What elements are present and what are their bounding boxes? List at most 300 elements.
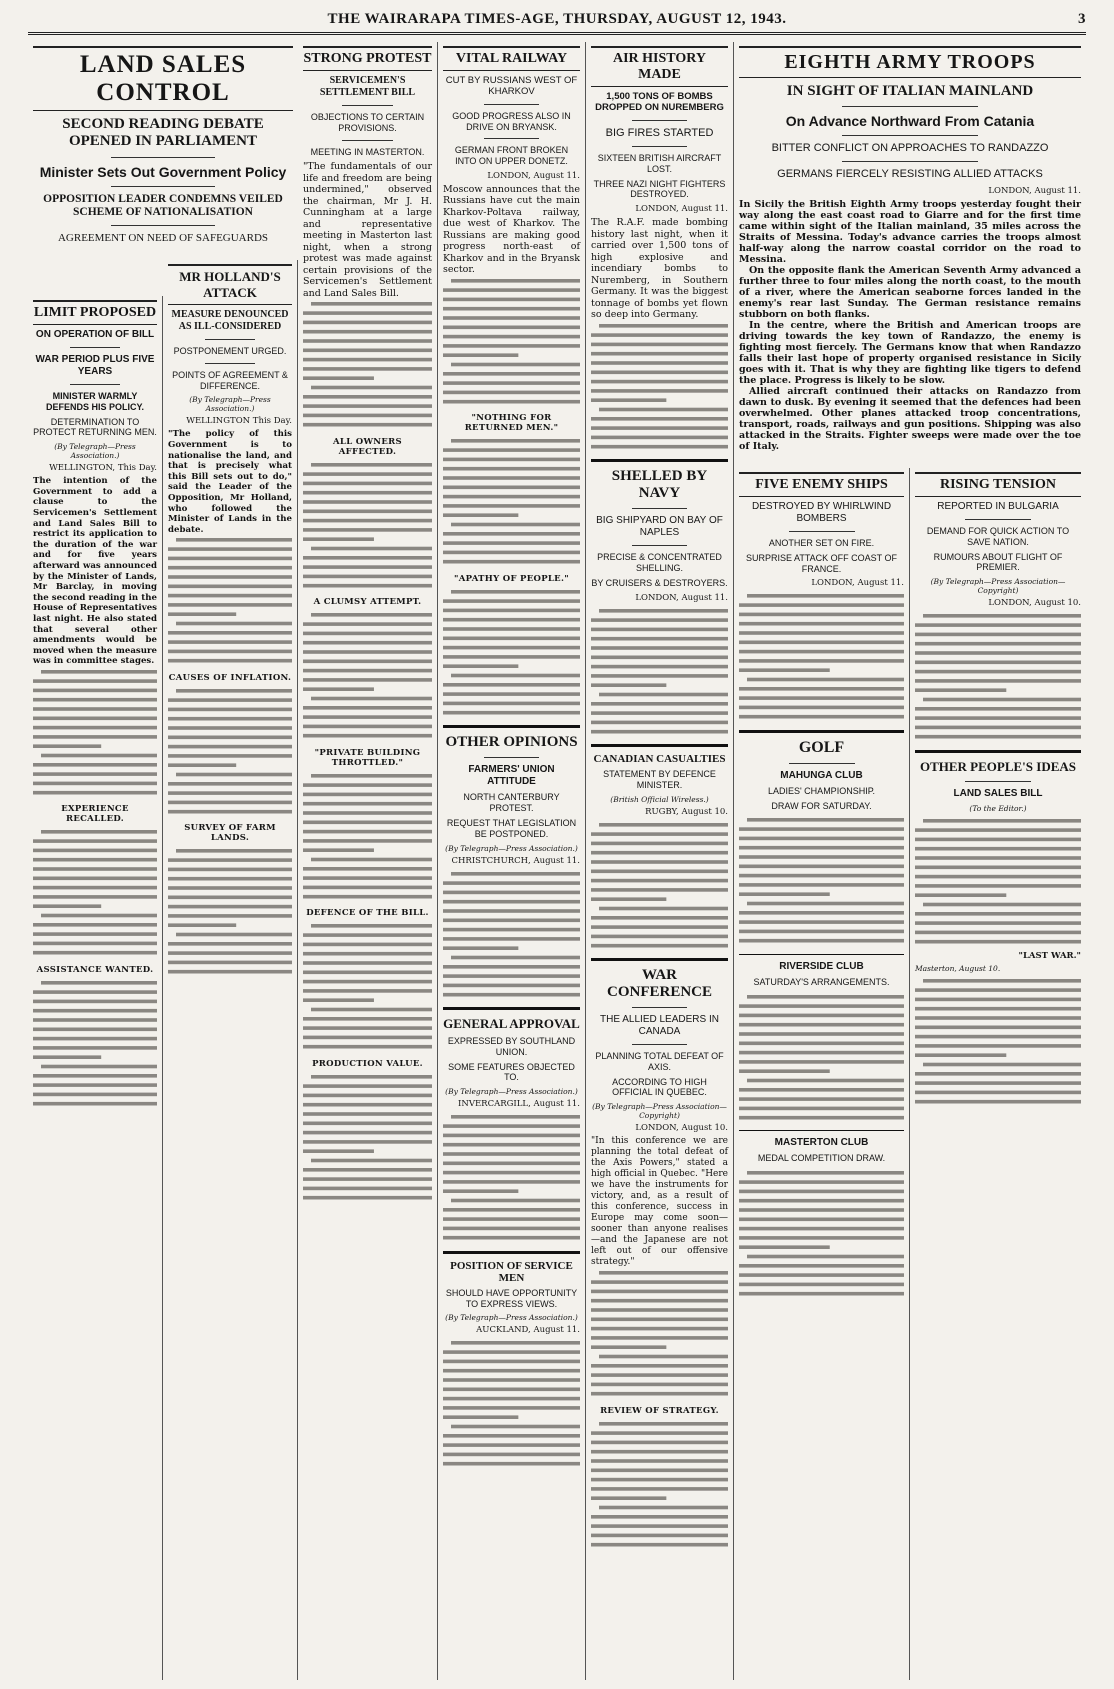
text-line — [443, 965, 580, 969]
railway-deck-3: GERMAN FRONT BROKEN INTO ON UPPER DONETZ. — [454, 145, 569, 167]
text-line — [591, 832, 728, 836]
eighth-army-spread — [734, 42, 1086, 462]
land-sales-spread — [28, 42, 298, 292]
text-line — [599, 324, 728, 328]
text-line — [739, 939, 904, 943]
text-line — [591, 841, 728, 845]
text-line — [33, 877, 157, 881]
servicemen-dateline: AUCKLAND, August 11. — [476, 1325, 580, 1336]
text-line — [443, 1218, 580, 1222]
text-line — [451, 590, 580, 594]
text-line — [303, 405, 432, 409]
warconf-dateline: LONDON, August 10. — [635, 1123, 728, 1134]
text-line — [443, 514, 518, 518]
text-line — [303, 500, 432, 504]
text-line — [915, 661, 1081, 665]
text-line — [443, 636, 580, 640]
text-line — [451, 872, 580, 876]
text-line — [33, 990, 157, 994]
text-line — [443, 486, 580, 490]
text-line — [303, 820, 432, 824]
text-line — [443, 400, 580, 404]
text-line — [451, 1199, 580, 1203]
text-line — [168, 576, 292, 580]
text-line — [591, 1346, 666, 1350]
railway-deck-2: GOOD PROGRESS ALSO IN DRIVE ON BRYANSK. — [452, 110, 571, 132]
text-line — [915, 884, 1081, 888]
text-line — [591, 1327, 728, 1331]
text-line — [443, 890, 580, 894]
text-line — [303, 716, 432, 720]
limit-dateline: WELLINGTON, This Day. — [49, 463, 157, 474]
warconf-headline: WAR CONFERENCE — [606, 967, 712, 1001]
text-line — [443, 1406, 580, 1410]
approval-deck-2: SOME FEATURES OBJECTED TO. — [448, 1061, 575, 1083]
ideas-to-editor: (To the Editor.) — [969, 803, 1027, 813]
text-line — [443, 477, 580, 481]
approval-deck-1: EXPRESSED BY SOUTHLAND UNION. — [447, 1036, 576, 1057]
text-line — [443, 381, 580, 385]
text-line — [591, 851, 728, 855]
body-text-texture — [591, 1268, 728, 1398]
text-line — [303, 867, 432, 871]
ships-body — [739, 591, 904, 723]
text-line — [915, 651, 1081, 655]
text-line — [747, 818, 904, 822]
casualties-credit: (British Official Wireless.) — [610, 794, 709, 804]
text-line — [33, 698, 157, 702]
text-line — [443, 1369, 580, 1373]
protest-headline: STRONG PROTEST — [303, 46, 432, 71]
railway-deck-1: CUT BY RUSSIANS WEST OF KHARKOV — [445, 75, 578, 98]
text-line — [739, 687, 904, 691]
text-line — [443, 1444, 580, 1448]
text-line — [747, 1255, 904, 1259]
text-line — [599, 407, 728, 411]
navy-deck-3: BY CRUISERS & DESTROYERS. — [591, 577, 728, 588]
warconf-deck-1: THE ALLIED LEADERS IN CANADA — [600, 1014, 719, 1038]
limit-lead: The intention of the Government to add a clause to the Servicemen's Settlement and Land Sales Bill to restrict its application to the duration of the war and for five years afterward was announced by the Minister of Lands, Mr Barclay, in moving the second reading in the House of Representatives last night. He also stated that several other amendments would be moved when the measure was in committee stages. — [33, 476, 157, 667]
text-line — [168, 659, 292, 663]
text-line — [311, 1075, 432, 1079]
railway-dateline: LONDON, August 11. — [487, 170, 580, 181]
text-line — [915, 1016, 1081, 1020]
holland-column — [163, 260, 298, 1680]
text-line — [591, 361, 728, 365]
text-line — [591, 925, 728, 929]
text-line — [739, 1180, 904, 1184]
ships-headline: FIVE ENEMY SHIPS — [739, 472, 904, 497]
body-text-texture — [443, 1338, 580, 1468]
text-line — [739, 1245, 830, 1249]
text-line — [443, 532, 580, 536]
text-line — [451, 363, 580, 367]
text-line — [168, 585, 292, 589]
body-text-texture — [443, 436, 580, 566]
limit-body-1 — [33, 667, 157, 799]
text-line — [915, 865, 1081, 869]
text-line — [168, 631, 292, 635]
text-line — [739, 874, 904, 878]
text-line — [303, 885, 432, 889]
text-line — [739, 1051, 904, 1055]
holland-deck-3: POINTS OF AGREEMENT & DIFFERENCE. — [172, 369, 288, 391]
text-line — [443, 467, 580, 471]
text-line — [443, 655, 580, 659]
ideas-body-2 — [915, 976, 1081, 1108]
eighth-p4: Allied aircraft continued their attacks on Randazzo from dawn to dusk. By evening it seemed that the defences had been overwhelmed. Other planes attacked troop concentrations, transport, roads, railways and gun positions. Shipping was also attacked in the Straits. Fighter sweeps were made over the toe of Italy. — [739, 385, 1081, 452]
text-line — [303, 537, 374, 541]
warconf-subhead-1: REVIEW OF STRATEGY. — [600, 1405, 719, 1416]
text-line — [915, 689, 1006, 693]
text-line — [923, 979, 1081, 983]
text-line — [591, 1318, 728, 1322]
text-line — [168, 717, 292, 721]
air-history-column — [586, 42, 734, 1680]
tension-credit: (By Telegraph—Press Association—Copyright) — [930, 577, 1066, 596]
text-line — [33, 1083, 157, 1087]
text-line — [739, 1292, 904, 1296]
text-line — [915, 1054, 1006, 1058]
text-line — [443, 1236, 580, 1240]
text-line — [33, 933, 157, 937]
text-line — [303, 678, 432, 682]
text-line — [915, 1026, 1081, 1030]
text-line — [923, 698, 1081, 702]
text-line — [303, 989, 432, 993]
body-text-texture — [443, 587, 580, 717]
text-line — [739, 1032, 904, 1036]
text-line — [739, 604, 904, 608]
limit-body-2 — [33, 827, 157, 959]
limit-deck-3: MINISTER WARMLY DEFENDS HIS POLICY. — [45, 391, 144, 412]
text-line — [168, 763, 236, 767]
text-line — [33, 772, 157, 776]
text-line — [33, 1046, 157, 1050]
golf-deck-2: LADIES' CHAMPIONSHIP. — [767, 785, 876, 796]
golf-deck-1: MAHUNGA CLUB — [780, 769, 863, 781]
text-line — [303, 574, 432, 578]
text-line — [443, 1208, 580, 1212]
text-line — [915, 716, 1081, 720]
text-line — [443, 627, 580, 631]
text-line — [915, 998, 1081, 1002]
text-line — [591, 869, 728, 873]
text-line — [168, 735, 292, 739]
text-line — [915, 837, 1081, 841]
text-line — [915, 847, 1081, 851]
golf-headline: GOLF — [798, 738, 845, 756]
text-line — [176, 622, 292, 626]
text-line — [168, 566, 292, 570]
air-body — [591, 321, 728, 453]
text-line — [591, 1515, 728, 1519]
text-line — [33, 791, 157, 795]
text-line — [168, 745, 292, 749]
text-line — [33, 858, 157, 862]
text-line — [591, 934, 728, 938]
text-line — [739, 622, 904, 626]
text-line — [303, 321, 432, 325]
text-line — [739, 1208, 904, 1212]
text-line — [747, 902, 904, 906]
text-line — [739, 659, 904, 663]
text-line — [443, 702, 580, 706]
text-line — [303, 1084, 432, 1088]
text-line — [303, 519, 432, 523]
approval-dateline: INVERCARGILL, August 11. — [458, 1099, 580, 1110]
text-line — [443, 1125, 580, 1129]
body-text-texture — [33, 667, 157, 797]
text-line — [303, 876, 432, 880]
holland-subhead-1: CAUSES OF INFLATION. — [168, 672, 292, 683]
text-line — [591, 888, 728, 892]
text-line — [303, 632, 432, 636]
text-line — [591, 1290, 728, 1294]
holland-deck-1: MEASURE DENOUNCED AS ILL-CONSIDERED — [171, 309, 289, 332]
warconf-body-1 — [591, 1268, 728, 1400]
text-line — [303, 792, 432, 796]
air-deck-3: SIXTEEN BRITISH AIRCRAFT LOST. — [597, 152, 722, 174]
text-line — [303, 330, 432, 334]
text-line — [739, 650, 904, 654]
text-line — [443, 1162, 580, 1166]
text-line — [168, 726, 292, 730]
text-line — [739, 846, 904, 850]
holland-credit: (By Telegraph—Press Association.) — [189, 395, 271, 414]
text-line — [591, 379, 728, 383]
protest-deck-3: MEETING IN MASTERTON. — [310, 146, 425, 157]
text-line — [739, 1069, 830, 1073]
protest-column — [298, 42, 438, 1680]
text-line — [33, 951, 157, 955]
text-line — [168, 914, 292, 918]
tension-body — [915, 611, 1081, 743]
text-line — [915, 828, 1081, 832]
text-line — [451, 1341, 580, 1345]
text-line — [443, 1434, 580, 1438]
approval-body — [443, 1112, 580, 1244]
text-line — [33, 999, 157, 1003]
text-line — [739, 893, 830, 897]
tension-dateline: LONDON, August 10. — [988, 598, 1081, 609]
text-line — [168, 603, 292, 607]
body-text-texture — [303, 610, 432, 740]
casualties-deck-1: STATEMENT BY DEFENCE MINISTER. — [603, 769, 716, 790]
text-line — [591, 1450, 728, 1454]
text-line — [591, 435, 728, 439]
text-line — [303, 358, 432, 362]
text-line — [168, 613, 236, 617]
limit-subhead-2: ASSISTANCE WANTED. — [36, 964, 154, 975]
land-sales-deck-3: OPPOSITION LEADER CONDEMNS VEILED SCHEME OF NATIONALISATION — [43, 192, 283, 218]
text-line — [303, 1131, 432, 1135]
body-text-texture — [303, 299, 432, 429]
text-line — [303, 565, 432, 569]
ships-golf-column — [734, 468, 910, 1680]
air-deck-2: BIG FIRES STARTED — [605, 126, 714, 139]
text-line — [443, 664, 518, 668]
limit-body-3 — [33, 978, 157, 1110]
text-line — [443, 372, 580, 376]
text-line — [303, 1186, 432, 1190]
opinions-body — [443, 869, 580, 1001]
text-line — [443, 1416, 518, 1420]
body-text-texture — [739, 591, 904, 721]
limit-deck-2: WAR PERIOD PLUS FIVE YEARS — [35, 354, 155, 377]
masterton-deck: MEDAL COMPETITION DRAW. — [757, 1153, 886, 1164]
text-line — [33, 1074, 157, 1078]
text-line — [591, 426, 728, 430]
text-line — [591, 1431, 728, 1435]
text-line — [443, 683, 580, 687]
text-line — [303, 660, 432, 664]
protest-body-2 — [303, 460, 432, 592]
railway-subhead-2: "APATHY OF PEOPLE." — [454, 573, 569, 584]
text-line — [41, 1065, 157, 1069]
tension-ideas-column — [910, 468, 1086, 1680]
text-line — [739, 1227, 904, 1231]
opinions-dateline: CHRISTCHURCH, August 11. — [451, 855, 580, 866]
body-text-texture — [303, 921, 432, 1051]
text-line — [599, 1505, 728, 1509]
page-number: 3 — [1078, 11, 1086, 27]
protest-deck-2: OBJECTIONS TO CERTAIN PROVISIONS. — [310, 112, 425, 133]
text-line — [303, 491, 432, 495]
text-line — [739, 706, 904, 710]
railway-body-1 — [443, 276, 580, 408]
text-line — [923, 902, 1081, 906]
text-line — [591, 729, 728, 733]
land-sales-headline: LAND SALES CONTROL — [33, 46, 293, 111]
text-line — [443, 983, 580, 987]
text-line — [33, 735, 157, 739]
text-line — [915, 633, 1081, 637]
ideas-body-1 — [915, 816, 1081, 948]
text-line — [915, 1100, 1081, 1104]
text-line — [915, 1072, 1081, 1076]
limit-headline: LIMIT PROPOSED — [33, 300, 157, 325]
text-line — [739, 1004, 904, 1008]
text-line — [915, 893, 1006, 897]
protest-subhead-2: A CLUMSY ATTEMPT. — [313, 597, 422, 608]
text-line — [168, 859, 292, 863]
golf-deck-3: DRAW FOR SATURDAY. — [771, 800, 872, 811]
approval-headline: GENERAL APPROVAL — [443, 1016, 580, 1032]
text-line — [747, 1171, 904, 1175]
eighth-deck-1: IN SIGHT OF ITALIAN MAINLAND — [786, 83, 1034, 99]
text-line — [915, 912, 1081, 916]
text-line — [591, 1533, 728, 1537]
text-line — [591, 711, 728, 715]
text-line — [168, 810, 292, 814]
casualties-headline: CANADIAN CASUALTIES — [593, 753, 726, 766]
text-line — [915, 735, 1081, 739]
opinions-deck-3: REQUEST THAT LEGISLATION BE POSTPONED. — [446, 818, 577, 839]
text-line — [591, 1478, 728, 1482]
ships-deck-1: DESTROYED BY WHIRLWIND BOMBERS — [751, 501, 892, 524]
text-line — [443, 288, 580, 292]
text-line — [33, 781, 157, 785]
text-line — [599, 609, 728, 613]
text-line — [311, 463, 432, 467]
text-line — [591, 897, 666, 901]
body-text-texture — [591, 606, 728, 736]
eighth-deck-2: On Advance Northward From Catania — [785, 113, 1035, 130]
text-line — [311, 613, 432, 617]
eighth-lead: In Sicily the British Eighth Army troops yesterday fought their way along the east coast road to Giarre and for the first time came within sight of the Italian mainland, 35 miles across the Straits of Messina. Today's advance carries the troops almost half-way along the narrow coastal corridor on the road to Messina. — [739, 198, 1081, 265]
text-line — [591, 333, 728, 337]
text-line — [168, 952, 292, 956]
text-line — [443, 1171, 580, 1175]
text-line — [303, 848, 374, 852]
text-line — [176, 538, 292, 542]
text-line — [443, 1143, 580, 1147]
railway-body-2 — [443, 436, 580, 568]
text-line — [168, 548, 292, 552]
servicemen-body — [443, 1338, 580, 1470]
text-line — [303, 706, 432, 710]
text-line — [591, 683, 666, 687]
text-line — [915, 856, 1081, 860]
text-line — [739, 1041, 904, 1045]
body-text-texture — [915, 816, 1081, 946]
protest-body-5 — [303, 921, 432, 1053]
text-line — [303, 830, 432, 834]
text-line — [303, 1045, 432, 1049]
tension-deck-2: DEMAND FOR QUICK ACTION TO SAVE NATION. — [926, 526, 1070, 547]
text-line — [303, 509, 432, 513]
text-line — [176, 689, 292, 693]
text-line — [303, 414, 432, 418]
text-line — [303, 584, 432, 588]
text-line — [303, 980, 432, 984]
text-line — [33, 905, 101, 909]
text-line — [739, 1013, 904, 1017]
text-line — [33, 1009, 157, 1013]
text-line — [33, 707, 157, 711]
protest-body-4 — [303, 771, 432, 903]
body-text-texture — [739, 815, 904, 945]
eighth-headline: EIGHTH ARMY TROOPS — [739, 46, 1081, 78]
navy-body — [591, 606, 728, 738]
text-line — [591, 916, 728, 920]
text-line — [303, 528, 432, 532]
text-line — [599, 1271, 728, 1275]
text-line — [591, 1496, 666, 1500]
text-line — [33, 1037, 157, 1041]
text-line — [303, 802, 432, 806]
text-line — [915, 642, 1081, 646]
text-line — [168, 970, 292, 974]
servicemen-credit: (By Telegraph—Press Association.) — [445, 1313, 578, 1323]
text-line — [739, 1023, 904, 1027]
body-text-texture — [591, 1419, 728, 1549]
tension-deck-1: REPORTED IN BULGARIA — [937, 501, 1059, 512]
text-line — [451, 674, 580, 678]
text-line — [303, 1196, 432, 1200]
text-line — [33, 763, 157, 767]
text-line — [599, 823, 728, 827]
text-line — [739, 1199, 904, 1203]
text-line — [443, 909, 580, 913]
text-line — [739, 1190, 904, 1194]
text-line — [739, 1097, 904, 1101]
text-line — [168, 942, 292, 946]
text-line — [443, 542, 580, 546]
text-line — [443, 551, 580, 555]
railway-subhead-1: "NOTHING FOR RETURNED MEN." — [464, 413, 559, 434]
